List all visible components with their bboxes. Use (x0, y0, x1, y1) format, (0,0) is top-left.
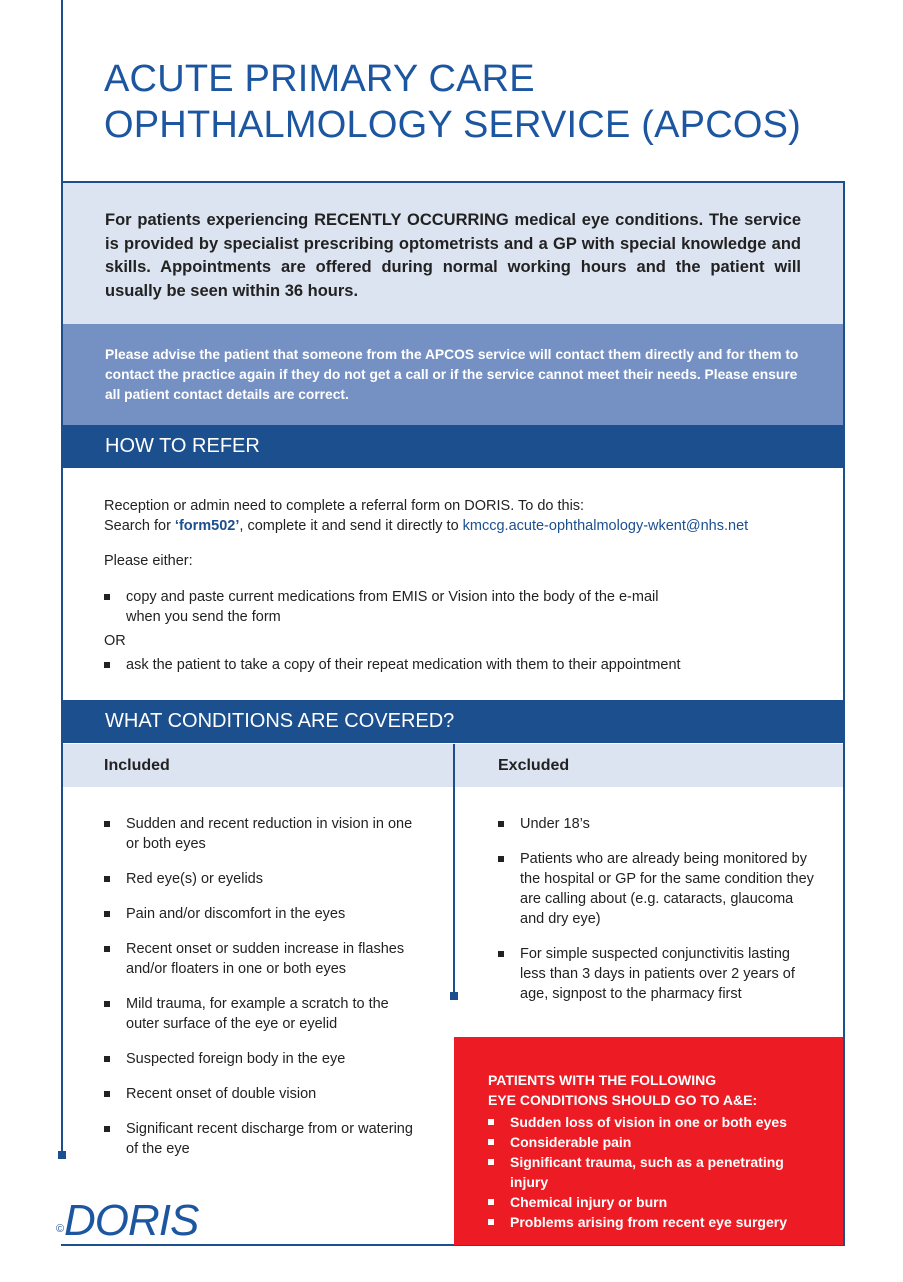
excluded-item-text: Under 18’s (520, 816, 590, 832)
excluded-item-text: For simple suspected conjunctivitis lasting less than 3 days in patients over 2 years of age, signpost to the pharmacy first (520, 946, 795, 1002)
page-title-line2: OPHTHALMOLOGY SERVICE (APCOS) (104, 104, 801, 146)
how-to-refer-heading: HOW TO REFER (63, 425, 843, 468)
bullet-square-icon (104, 594, 110, 600)
column-divider (453, 744, 455, 996)
refer-search-line (104, 516, 824, 536)
ae-alert-box (454, 1037, 843, 1245)
page-title (104, 56, 801, 148)
form-code: ‘form502’ (174, 518, 240, 534)
included-item (104, 1084, 424, 1104)
refer-option-1 (104, 587, 824, 627)
bullet-square-icon (498, 856, 504, 862)
included-item (104, 869, 424, 889)
bullet-square-icon (498, 821, 504, 827)
copyright-symbol: © (56, 1223, 64, 1235)
ae-alert-item-text: Significant trauma, such as a penetrating injury (510, 1154, 784, 1190)
included-item-text: Mild trauma, for example a scratch to the outer surface of the eye or eyelid (126, 996, 389, 1032)
column-divider-end-marker (450, 992, 458, 1000)
included-item (104, 1049, 424, 1069)
refer-option-1-line1: copy and paste current medications from EMIS or Vision into the body of the e-mail (126, 589, 659, 605)
included-item-text: Pain and/or discomfort in the eyes (126, 906, 346, 922)
search-prefix: Search for (104, 518, 175, 534)
refer-option-1-line2: when you send the form (126, 609, 281, 625)
page-title-line1: ACUTE PRIMARY CARE (104, 58, 535, 100)
included-item (104, 939, 424, 979)
bullet-square-icon (488, 1159, 494, 1165)
excluded-heading: Excluded (453, 744, 843, 787)
included-item (104, 1119, 424, 1159)
excluded-item (498, 944, 818, 1004)
included-item-text: Recent onset of double vision (126, 1086, 317, 1102)
intro-panel: For patients experiencing RECENTLY OCCURRING medical eye conditions. The service is provided by specialist prescribing optometrists and a GP with special knowledge and skills. Appointments are offered during normal working hours and the patient will usually be seen within 36 hours. (63, 183, 843, 324)
included-heading: Included (63, 744, 453, 787)
included-item (104, 994, 424, 1034)
please-either: Please either: (104, 553, 193, 569)
refer-option-2-text: ask the patient to take a copy of their repeat medication with them to their appointment (126, 657, 681, 673)
advise-panel: Please advise the patient that someone from the APCOS service will contact them directly and for them to contact the practice again if they do not get a call or if the service cannot meet their needs. Please ensure all patient contact details are correct. (63, 324, 843, 425)
bullet-square-icon (104, 1056, 110, 1062)
conditions-heading: WHAT CONDITIONS ARE COVERED? (63, 700, 843, 743)
doris-logo (56, 1196, 198, 1246)
bullet-square-icon (104, 662, 110, 668)
bullet-square-icon (104, 821, 110, 827)
included-item-text: Recent onset or sudden increase in flashes and/or floaters in one or both eyes (126, 941, 405, 977)
bullet-square-icon (104, 946, 110, 952)
bullet-square-icon (104, 876, 110, 882)
ae-alert-item-text: Chemical injury or burn (510, 1194, 668, 1210)
included-item (104, 904, 424, 924)
refer-option-2 (104, 655, 824, 675)
bullet-square-icon (104, 1126, 110, 1132)
bullet-square-icon (104, 1001, 110, 1007)
how-to-refer-section (104, 496, 824, 675)
included-list (104, 814, 424, 1174)
ae-alert-item (488, 1152, 823, 1192)
ae-alert-title-line2: EYE CONDITIONS SHOULD GO TO A&E: (488, 1092, 758, 1108)
excluded-item (498, 849, 818, 929)
bullet-square-icon (488, 1219, 494, 1225)
search-suffix: , complete it and send it directly to (239, 518, 463, 534)
refer-or: OR (104, 633, 126, 649)
ae-alert-item-text: Considerable pain (510, 1134, 632, 1150)
ae-alert-item-text: Problems arising from recent eye surgery (510, 1214, 787, 1230)
ae-alert-item (488, 1132, 823, 1152)
ae-alert-title (488, 1070, 823, 1110)
ae-alert-item-text: Sudden loss of vision in one or both eyes (510, 1114, 787, 1130)
included-item-text: Suspected foreign body in the eye (126, 1051, 346, 1067)
refer-instruction: Reception or admin need to complete a referral form on DORIS. To do this: (104, 498, 585, 514)
ae-alert-item (488, 1192, 823, 1212)
bullet-square-icon (488, 1199, 494, 1205)
included-item-text: Significant recent discharge from or watering of the eye (126, 1121, 413, 1157)
included-item-text: Sudden and recent reduction in vision in one or both eyes (126, 816, 413, 852)
bullet-square-icon (104, 1091, 110, 1097)
excluded-list (498, 814, 818, 1019)
excluded-item (498, 814, 818, 834)
ae-alert-item (488, 1212, 823, 1232)
bullet-square-icon (104, 911, 110, 917)
bullet-square-icon (498, 951, 504, 957)
included-item (104, 814, 424, 854)
ae-alert-title-line1: PATIENTS WITH THE FOLLOWING (488, 1072, 717, 1088)
bullet-square-icon (488, 1119, 494, 1125)
doris-logo-text: DORIS (64, 1196, 199, 1245)
referral-email-link[interactable]: kmccg.acute-ophthalmology-wkent@nhs.net (462, 518, 749, 534)
ae-alert-list (488, 1112, 823, 1232)
excluded-item-text: Patients who are already being monitored by the hospital or GP for the same condition they are calling about (e.g. cataracts, glaucoma and dry eye) (520, 851, 814, 927)
ae-alert-item (488, 1112, 823, 1132)
bullet-square-icon (488, 1139, 494, 1145)
included-item-text: Red eye(s) or eyelids (126, 871, 263, 887)
